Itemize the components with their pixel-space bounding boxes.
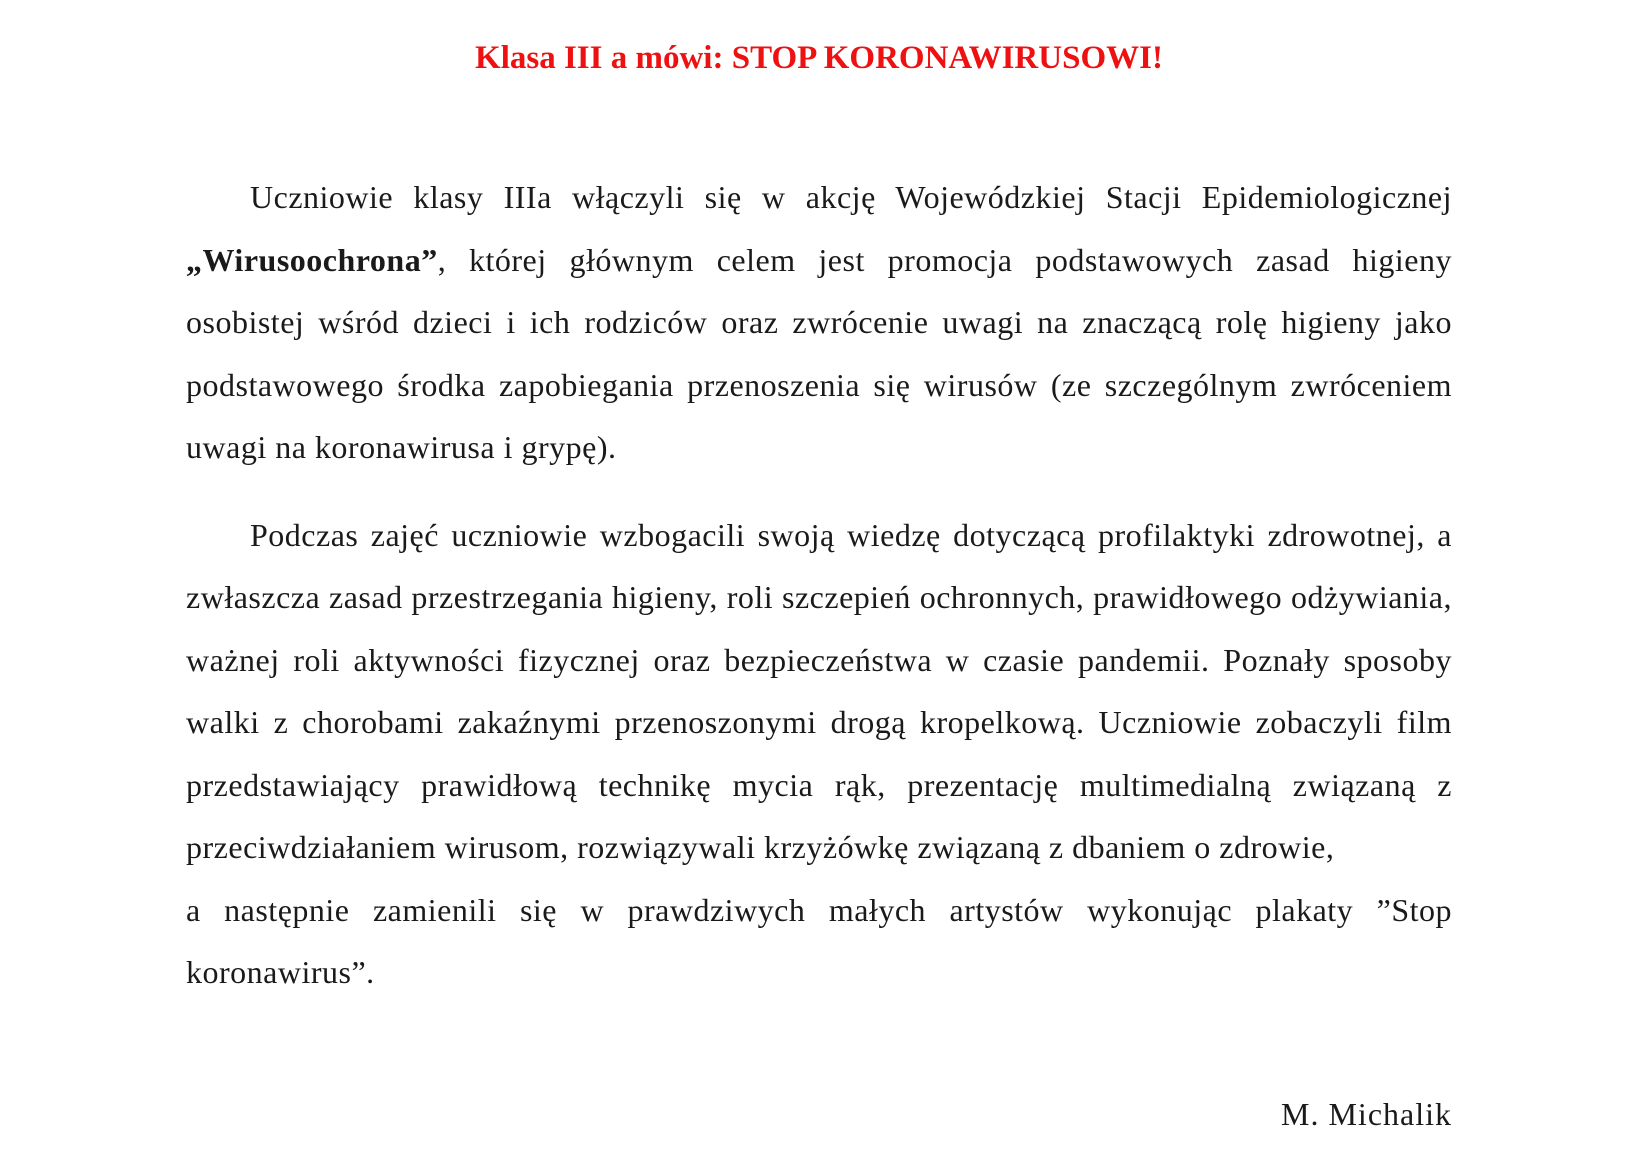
paragraph-2-last: a następnie zamienili się w prawdziwych małych artystów wykonując plakaty ”Stop koronawirus”. [186,891,1452,990]
paragraph-2-text: Podczas zajęć uczniowie wzbogacili swoją wiedzę dotyczącą profilaktyki zdrowotnej, a zwłaszcza zasad przestrzegania higieny, roli szczepień ochronnych, prawidłowego odżywiania, ważnej roli aktywności fizycznej oraz bezpieczeństwa w czasie pandemii. Poznały sposoby walki z chorobami zakaźnymi przenoszonymi drogą kropelkową. Uczniowie zobaczyli film przedstawiający prawidłową technikę mycia rąk, prezentację multimedialną związaną z przeciwdziałaniem wirusom, rozwiązywali krzyżówkę związaną z dbaniem o zdrowie, [186,516,1452,865]
program-name: „Wirusoochrona” [186,241,438,278]
paragraph-1-rest: , której głównym celem jest promocja podstawowych zasad higieny osobistej wśród dzieci i ich rodziców oraz zwrócenie uwagi na znaczącą rolę higieny jako podstawowego środka zapobiegania przenoszenia się wirusów (ze szczególnym zwróceniem uwagi na koronawirusa i grypę). [186,241,1452,465]
article-body [186,166,1452,1004]
paragraph-1-lead: Uczniowie klasy IIIa włączyli się w akcję Wojewódzkiej Stacji Epidemiologicznej [250,179,1452,215]
author-signature: M. Michalik [1281,1096,1452,1132]
paragraph-1 [186,166,1452,479]
page-title: Klasa III a mówi: STOP KORONAWIRUSOWI! [475,40,1163,76]
paragraph-2 [186,504,1452,1004]
